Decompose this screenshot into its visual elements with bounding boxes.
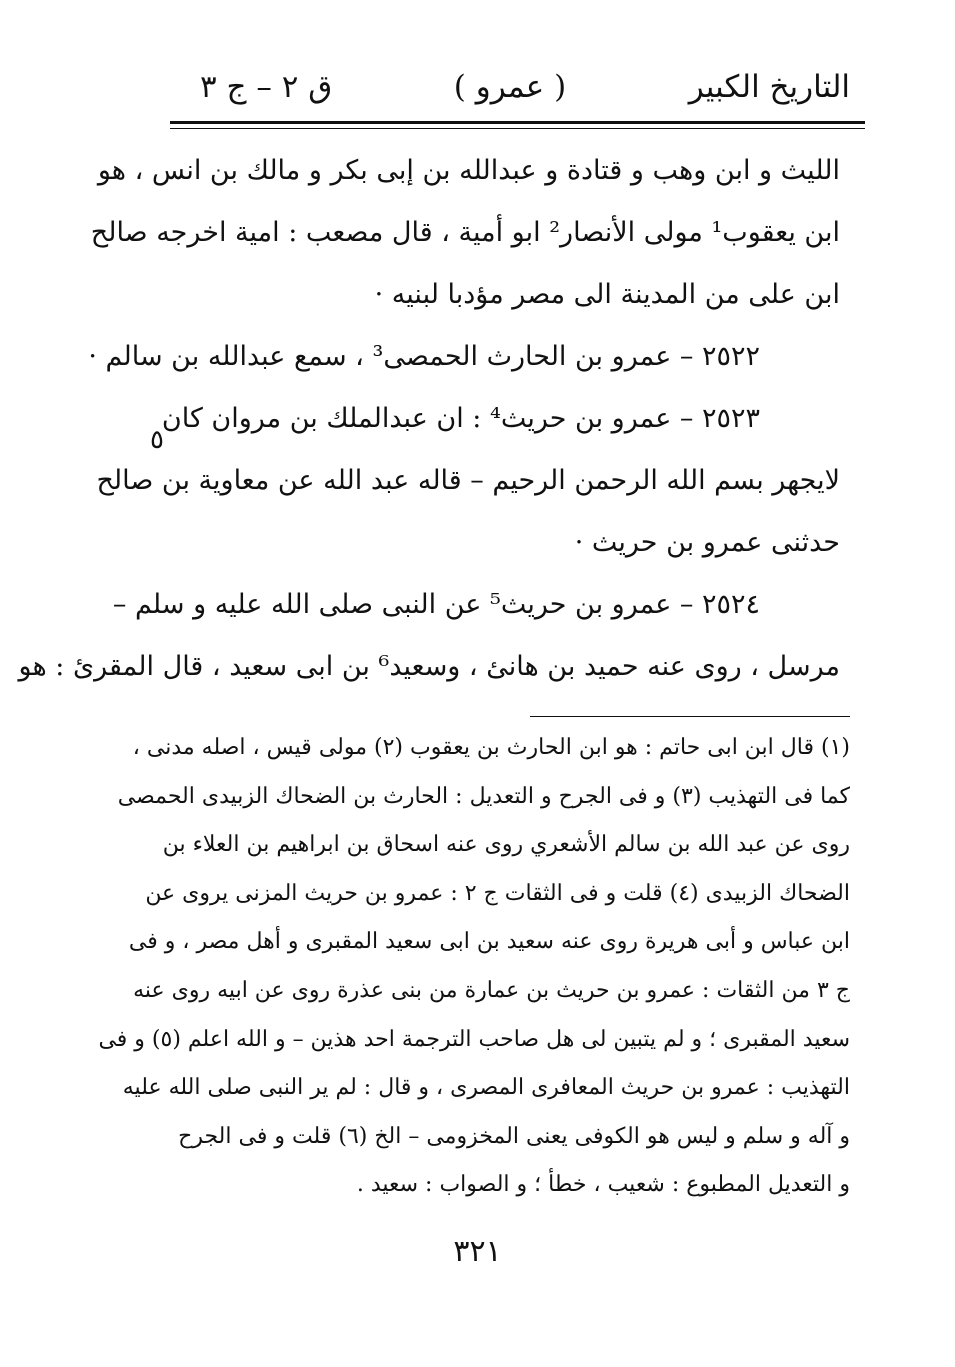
- section-title: ( عمرو ): [453, 69, 567, 105]
- footnote-line: كما فى التهذيب (٣) و فى الجرح و التعديل : الحارث بن الضحاك الزبيدى الحمصى: [117, 783, 850, 809]
- footnote-line: (١) قال ابن ابى حاتم : هو ابن الحارث بن يعقوب (٢) مولى قيس ، اصله مدنى ،: [132, 735, 850, 760]
- body-line: ابن على من المدينة الى مصر مؤدبا لبنيه ·: [374, 279, 840, 310]
- page-number: ٣٢١: [453, 1234, 502, 1269]
- entry-2524: ٢٥٢٤ – عمرو بن حريث⁵ عن النبى صلى الله عليه و سلم –: [112, 589, 760, 620]
- body-line: حدثنى عمرو بن حريث ·: [574, 527, 840, 558]
- book-title: التاريخ الكبير: [688, 69, 850, 105]
- body-line: مرسل ، روى عنه حميد بن هانئ ، وسعيد⁶ بن ابى سعيد ، قال المقرئ : هو: [18, 651, 840, 682]
- body-line: لايجهر بسم الله الرحمن الرحيم – قاله عبد الله عن معاوية بن صالح: [96, 465, 840, 496]
- header-rule-thick: [170, 121, 865, 124]
- body-line: ابن يعقوب¹ مولى الأنصار² ابو أمية ، قال مصعب : امية اخرجه صالح: [90, 217, 840, 248]
- entry-2523: ٢٥٢٣ – عمرو بن حريث⁴ : ان عبدالملك بن مروان كان: [161, 403, 760, 434]
- footnote-line: ج ٣ من الثقات : عمرو بن حريث بن عمارة من بنى عذرة روى عن ابيه روى عنه: [133, 977, 850, 1003]
- entry-2522: ٢٥٢٢ – عمرو بن الحارث الحمصى³ ، سمع عبدالله بن سالم ·: [88, 341, 760, 372]
- footnote-separator: [530, 716, 850, 717]
- footnotes: [98, 724, 850, 1210]
- running-head: [170, 62, 850, 112]
- footnote-line: سعيد المقبرى ؛ و لم يتبين لى هل صاحب الترجمة احد هذين – و الله اعلم (٥) و فى: [98, 1026, 850, 1052]
- footnote-line: و آله و سلم و ليس هو الكوفى يعنى المخزومى – الخ (٦) قلت و فى الجرح: [178, 1123, 850, 1149]
- main-text: [18, 140, 840, 698]
- footnote-line: التهذيب : عمرو بن حريث المعافرى المصرى ، و قال : لم ير النبى صلى الله عليه: [122, 1075, 850, 1101]
- margin-line-number: ٥: [150, 425, 164, 455]
- footnote-line: ابن عباس و أبى هريرة روى عنه سعيد بن ابى سعيد المقبرى و أهل مصر ، و فى: [128, 929, 850, 955]
- footnote-line: و التعديل المطبوع : شعيب ، خطأ ؛ و الصواب : سعيد .: [356, 1172, 850, 1198]
- part-volume: ق ٢ – ج ٣: [200, 69, 333, 105]
- body-line: الليث و ابن وهب و قتادة و عبدالله بن إبى بكر و مالك بن انس ، هو: [97, 155, 840, 186]
- header-rule-thin: [170, 128, 865, 129]
- footnote-line: روى عن عبد الله بن سالم الأشعري روى عنه اسحاق بن ابراهيم بن العلاء بن: [162, 832, 850, 858]
- footnote-line: الضحاك الزبيدى (٤) قلت و فى الثقات ج ٢ : عمرو بن حريث المزنى يروى عن: [145, 880, 850, 906]
